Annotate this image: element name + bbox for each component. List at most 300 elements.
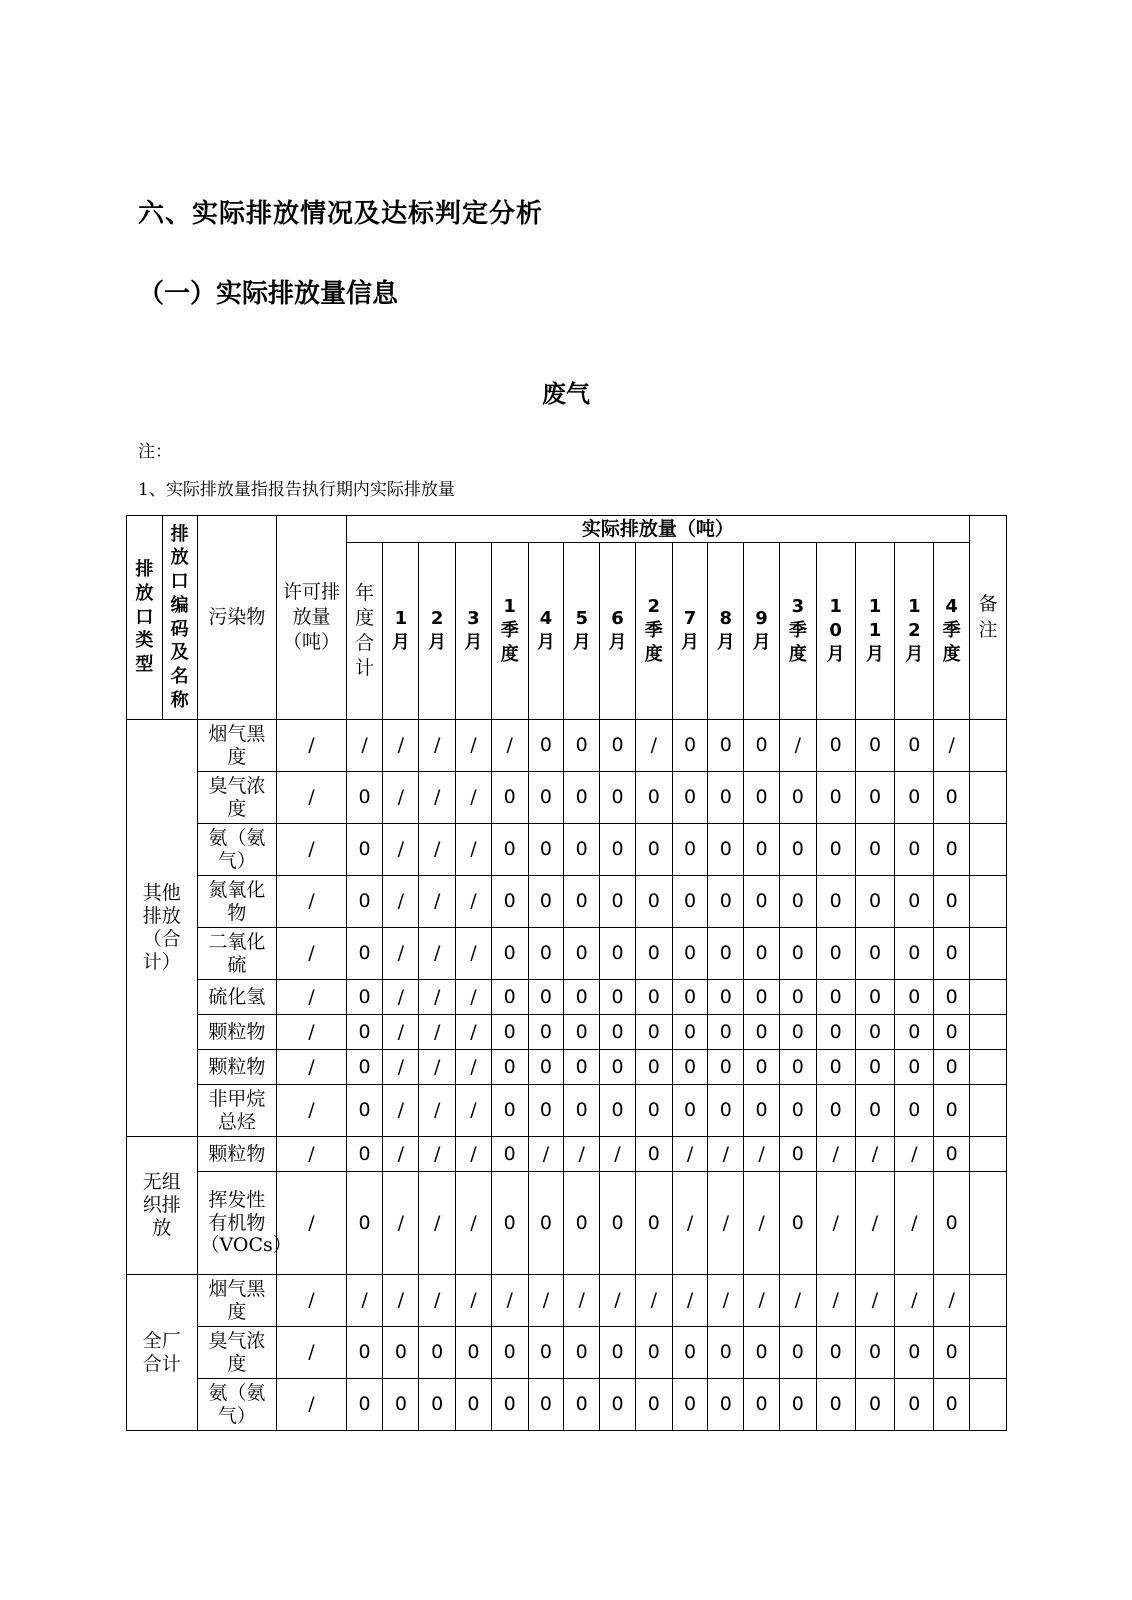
value-cell: / [528,1137,564,1172]
header-period-5: 4月 [528,543,564,720]
value-cell: 0 [934,1137,970,1172]
value-cell: / [419,1050,456,1085]
pollutant-cell: 氮氧化物 [197,876,277,928]
value-cell: 0 [855,1085,895,1137]
value-cell: 0 [779,1172,816,1275]
value-cell: 0 [934,1327,970,1379]
value-cell: 0 [564,876,600,928]
value-cell: 0 [672,1050,708,1085]
value-cell: / [456,1050,492,1085]
permitted-cell: / [277,1050,346,1085]
value-cell: 0 [744,1085,780,1137]
table-row [127,1327,1007,1379]
value-cell: / [934,720,970,772]
value-cell: 0 [708,876,744,928]
value-cell: / [419,720,456,772]
value-cell: 0 [528,1379,564,1431]
table-row [127,980,1007,1015]
header-row-1 [127,516,1007,543]
value-cell: 0 [779,824,816,876]
header-period-14: 11月 [855,543,895,720]
value-cell: 0 [816,772,855,824]
header-period-2: 2月 [419,543,456,720]
value-cell: 0 [635,1379,672,1431]
value-cell: 0 [600,772,636,824]
pollutant-cell: 颗粒物 [197,1050,277,1085]
pollutant-cell: 非甲烷总烃 [197,1085,277,1137]
value-cell: / [456,720,492,772]
value-cell: / [419,980,456,1015]
value-cell: 0 [779,980,816,1015]
value-cell: 0 [708,824,744,876]
value-cell: / [855,1172,895,1275]
value-cell: 0 [346,824,383,876]
value-cell: 0 [779,1327,816,1379]
header-period-9: 7月 [672,543,708,720]
header-outlet-code: 排放口编码及名称 [162,516,197,720]
value-cell: / [419,824,456,876]
value-cell: / [744,1172,780,1275]
value-cell: 0 [816,980,855,1015]
pollutant-cell: 烟气黑度 [197,720,277,772]
value-cell: / [419,928,456,980]
table-row [127,720,1007,772]
value-cell: / [635,720,672,772]
header-permitted: 许可排放量（吨） [277,516,346,720]
value-cell: / [934,1275,970,1327]
value-cell: / [419,1137,456,1172]
table-row [127,1379,1007,1431]
permitted-cell: / [277,1137,346,1172]
pollutant-cell: 颗粒物 [197,1015,277,1050]
value-cell: 0 [816,824,855,876]
value-cell: 0 [491,928,528,980]
remark-cell [970,980,1007,1015]
value-cell: 0 [528,1327,564,1379]
value-cell: / [708,1172,744,1275]
value-cell: 0 [600,876,636,928]
value-cell: 0 [855,1050,895,1085]
table-row [127,772,1007,824]
permitted-cell: / [277,772,346,824]
value-cell: 0 [895,720,934,772]
value-cell: 0 [708,772,744,824]
value-cell: 0 [708,720,744,772]
permitted-cell: / [277,1327,346,1379]
permitted-cell: / [277,1015,346,1050]
note-label: 注： [138,442,172,462]
value-cell: 0 [895,1015,934,1050]
value-cell: / [346,1275,383,1327]
permitted-cell: / [277,1085,346,1137]
value-cell: 0 [600,1327,636,1379]
header-period-8: 2季度 [635,543,672,720]
remark-cell [970,876,1007,928]
value-cell: / [491,720,528,772]
value-cell: 0 [895,1379,934,1431]
value-cell: 0 [934,824,970,876]
value-cell: 0 [779,1379,816,1431]
value-cell: 0 [635,876,672,928]
value-cell: / [383,1050,419,1085]
permitted-cell: / [277,928,346,980]
value-cell: 0 [934,1172,970,1275]
value-cell: / [383,1137,419,1172]
value-cell: 0 [600,1050,636,1085]
value-cell: 0 [346,980,383,1015]
value-cell: 0 [934,1050,970,1085]
value-cell: 0 [779,1015,816,1050]
table-row [127,1085,1007,1137]
value-cell: 0 [564,1327,600,1379]
header-period-10: 8月 [708,543,744,720]
value-cell: 0 [744,980,780,1015]
value-cell: 0 [855,1015,895,1050]
value-cell: 0 [855,980,895,1015]
value-cell: 0 [600,1172,636,1275]
pollutant-cell: 颗粒物 [197,1137,277,1172]
permitted-cell: / [277,824,346,876]
value-cell: 0 [419,1327,456,1379]
value-cell: / [419,1015,456,1050]
note-text: 1、实际排放量指报告执行期内实际排放量 [138,480,455,500]
value-cell: / [456,824,492,876]
header-period-16: 4季度 [934,543,970,720]
value-cell: 0 [779,1085,816,1137]
value-cell: / [635,1275,672,1327]
value-cell: 0 [934,1015,970,1050]
value-cell: 0 [383,1379,419,1431]
value-cell: 0 [672,928,708,980]
value-cell: 0 [491,1172,528,1275]
table-row [127,1275,1007,1327]
value-cell: 0 [779,876,816,928]
value-cell: 0 [855,824,895,876]
header-period-1: 1月 [383,543,419,720]
value-cell: / [383,720,419,772]
value-cell: 0 [672,1015,708,1050]
value-cell: / [708,1275,744,1327]
value-cell: 0 [528,1015,564,1050]
value-cell: 0 [346,1379,383,1431]
value-cell: 0 [635,824,672,876]
section-subheading: （一）实际排放量信息 [138,279,399,309]
table-row [127,1137,1007,1172]
value-cell: 0 [564,720,600,772]
value-cell: 0 [346,1327,383,1379]
remark-cell [970,1085,1007,1137]
value-cell: 0 [491,1015,528,1050]
remark-cell [970,1379,1007,1431]
value-cell: 0 [564,1050,600,1085]
value-cell: 0 [708,1379,744,1431]
value-cell: 0 [600,1085,636,1137]
pollutant-cell: 挥发性有机物（VOCs） [197,1172,277,1275]
value-cell: 0 [855,1379,895,1431]
value-cell: 0 [779,1050,816,1085]
permitted-cell: / [277,720,346,772]
value-cell: 0 [744,928,780,980]
value-cell: 0 [491,824,528,876]
header-pollutant: 污染物 [197,516,277,720]
value-cell: / [456,1015,492,1050]
value-cell: 0 [744,720,780,772]
table-row [127,1050,1007,1085]
value-cell: 0 [816,720,855,772]
value-cell: 0 [672,772,708,824]
value-cell: 0 [528,720,564,772]
value-cell: 0 [895,772,934,824]
value-cell: 0 [708,1327,744,1379]
header-period-4: 1季度 [491,543,528,720]
value-cell: / [855,1275,895,1327]
value-cell: 0 [855,876,895,928]
value-cell: 0 [855,1327,895,1379]
value-cell: / [816,1137,855,1172]
value-cell: / [779,1275,816,1327]
value-cell: / [528,1275,564,1327]
remark-cell [970,1172,1007,1275]
value-cell: / [672,1275,708,1327]
value-cell: / [383,928,419,980]
value-cell: / [564,1137,600,1172]
value-cell: 0 [491,772,528,824]
value-cell: / [419,1172,456,1275]
value-cell: / [419,1275,456,1327]
value-cell: 0 [934,1085,970,1137]
value-cell: 0 [564,824,600,876]
value-cell: 0 [744,1050,780,1085]
permitted-cell: / [277,876,346,928]
value-cell: 0 [895,1085,934,1137]
permitted-cell: / [277,1379,346,1431]
value-cell: / [346,720,383,772]
value-cell: 0 [564,980,600,1015]
value-cell: / [744,1137,780,1172]
value-cell: 0 [456,1379,492,1431]
remark-cell [970,928,1007,980]
value-cell: 0 [895,980,934,1015]
value-cell: 0 [346,1085,383,1137]
value-cell: 0 [779,928,816,980]
value-cell: 0 [635,772,672,824]
header-outlet-type: 排放口类型 [127,516,163,720]
remark-cell [970,720,1007,772]
pollutant-cell: 臭气浓度 [197,772,277,824]
value-cell: 0 [816,1085,855,1137]
value-cell: 0 [456,1327,492,1379]
value-cell: 0 [816,928,855,980]
header-actual-emission: 实际排放量（吨） [346,516,969,543]
value-cell: / [383,824,419,876]
value-cell: 0 [491,1137,528,1172]
value-cell: 0 [564,928,600,980]
permitted-cell: / [277,1275,346,1327]
value-cell: 0 [708,928,744,980]
remark-cell [970,1050,1007,1085]
remark-cell [970,1015,1007,1050]
header-period-7: 6月 [600,543,636,720]
value-cell: / [419,1085,456,1137]
value-cell: 0 [672,824,708,876]
value-cell: / [708,1137,744,1172]
group-name: 无组织排放 [127,1137,198,1275]
value-cell: 0 [600,824,636,876]
header-remark: 备注 [970,516,1007,720]
value-cell: / [383,1015,419,1050]
value-cell: 0 [600,1379,636,1431]
value-cell: 0 [528,928,564,980]
value-cell: / [744,1275,780,1327]
group-name: 全厂合计 [127,1275,198,1431]
value-cell: 0 [635,980,672,1015]
value-cell: 0 [564,1172,600,1275]
remark-cell [970,1137,1007,1172]
value-cell: 0 [635,1050,672,1085]
value-cell: / [564,1275,600,1327]
value-cell: / [383,980,419,1015]
table-row [127,1172,1007,1275]
value-cell: / [383,1172,419,1275]
header-period-0: 年度合计 [346,543,383,720]
remark-cell [970,1275,1007,1327]
value-cell: 0 [528,980,564,1015]
value-cell: 0 [635,928,672,980]
value-cell: 0 [635,1015,672,1050]
value-cell: 0 [600,980,636,1015]
pollutant-cell: 烟气黑度 [197,1275,277,1327]
value-cell: 0 [855,720,895,772]
value-cell: 0 [419,1379,456,1431]
value-cell: / [779,720,816,772]
value-cell: 0 [744,824,780,876]
value-cell: 0 [346,772,383,824]
value-cell: / [816,1172,855,1275]
value-cell: 0 [528,1085,564,1137]
value-cell: / [816,1275,855,1327]
permitted-cell: / [277,980,346,1015]
header-period-11: 9月 [744,543,780,720]
value-cell: 0 [744,1327,780,1379]
value-cell: / [456,928,492,980]
value-cell: 0 [934,876,970,928]
pollutant-cell: 氨（氨气） [197,824,277,876]
value-cell: 0 [816,876,855,928]
value-cell: 0 [895,928,934,980]
value-cell: / [456,876,492,928]
value-cell: / [383,772,419,824]
value-cell: 0 [346,1015,383,1050]
value-cell: / [419,772,456,824]
table-row [127,876,1007,928]
value-cell: 0 [491,876,528,928]
header-period-13: 10月 [816,543,855,720]
value-cell: / [419,876,456,928]
value-cell: 0 [564,1085,600,1137]
value-cell: 0 [564,1379,600,1431]
value-cell: 0 [779,772,816,824]
value-cell: 0 [383,1327,419,1379]
value-cell: 0 [744,772,780,824]
table-title: 废气 [542,380,590,408]
page-heading: 六、实际排放情况及达标判定分析 [138,199,544,229]
value-cell: / [600,1137,636,1172]
value-cell: 0 [528,876,564,928]
value-cell: 0 [672,1379,708,1431]
value-cell: 0 [816,1327,855,1379]
value-cell: 0 [491,1379,528,1431]
header-period-15: 12月 [895,543,934,720]
value-cell: 0 [708,1050,744,1085]
value-cell: / [491,1275,528,1327]
remark-cell [970,772,1007,824]
value-cell: / [855,1137,895,1172]
value-cell: / [456,980,492,1015]
value-cell: / [600,1275,636,1327]
value-cell: 0 [491,1050,528,1085]
value-cell: 0 [600,1015,636,1050]
value-cell: 0 [816,1050,855,1085]
value-cell: 0 [855,772,895,824]
value-cell: 0 [708,1015,744,1050]
value-cell: 0 [672,1085,708,1137]
remark-cell [970,824,1007,876]
value-cell: / [456,1275,492,1327]
value-cell: 0 [744,1015,780,1050]
table-row [127,824,1007,876]
value-cell: / [672,1172,708,1275]
value-cell: 0 [564,1015,600,1050]
value-cell: 0 [635,1137,672,1172]
value-cell: / [383,1275,419,1327]
value-cell: 0 [816,1015,855,1050]
header-period-6: 5月 [564,543,600,720]
value-cell: 0 [346,1050,383,1085]
header-period-12: 3季度 [779,543,816,720]
value-cell: 0 [346,1137,383,1172]
value-cell: 0 [816,1379,855,1431]
value-cell: 0 [491,1327,528,1379]
pollutant-cell: 氨（氨气） [197,1379,277,1431]
value-cell: 0 [895,1050,934,1085]
value-cell: / [895,1137,934,1172]
value-cell: 0 [600,928,636,980]
value-cell: / [383,876,419,928]
value-cell: / [456,1137,492,1172]
value-cell: 0 [528,772,564,824]
value-cell: 0 [672,876,708,928]
value-cell: 0 [491,980,528,1015]
value-cell: 0 [528,1050,564,1085]
value-cell: / [456,772,492,824]
value-cell: 0 [528,1172,564,1275]
value-cell: 0 [346,876,383,928]
value-cell: 0 [635,1085,672,1137]
group-name: 其他排放（合计） [127,720,198,1137]
value-cell: 0 [672,1327,708,1379]
value-cell: / [895,1275,934,1327]
value-cell: 0 [528,824,564,876]
value-cell: 0 [934,1379,970,1431]
value-cell: 0 [895,876,934,928]
pollutant-cell: 硫化氢 [197,980,277,1015]
table-row [127,928,1007,980]
value-cell: 0 [855,928,895,980]
value-cell: 0 [934,772,970,824]
value-cell: / [383,1085,419,1137]
emission-table [126,515,1007,1431]
value-cell: 0 [564,772,600,824]
